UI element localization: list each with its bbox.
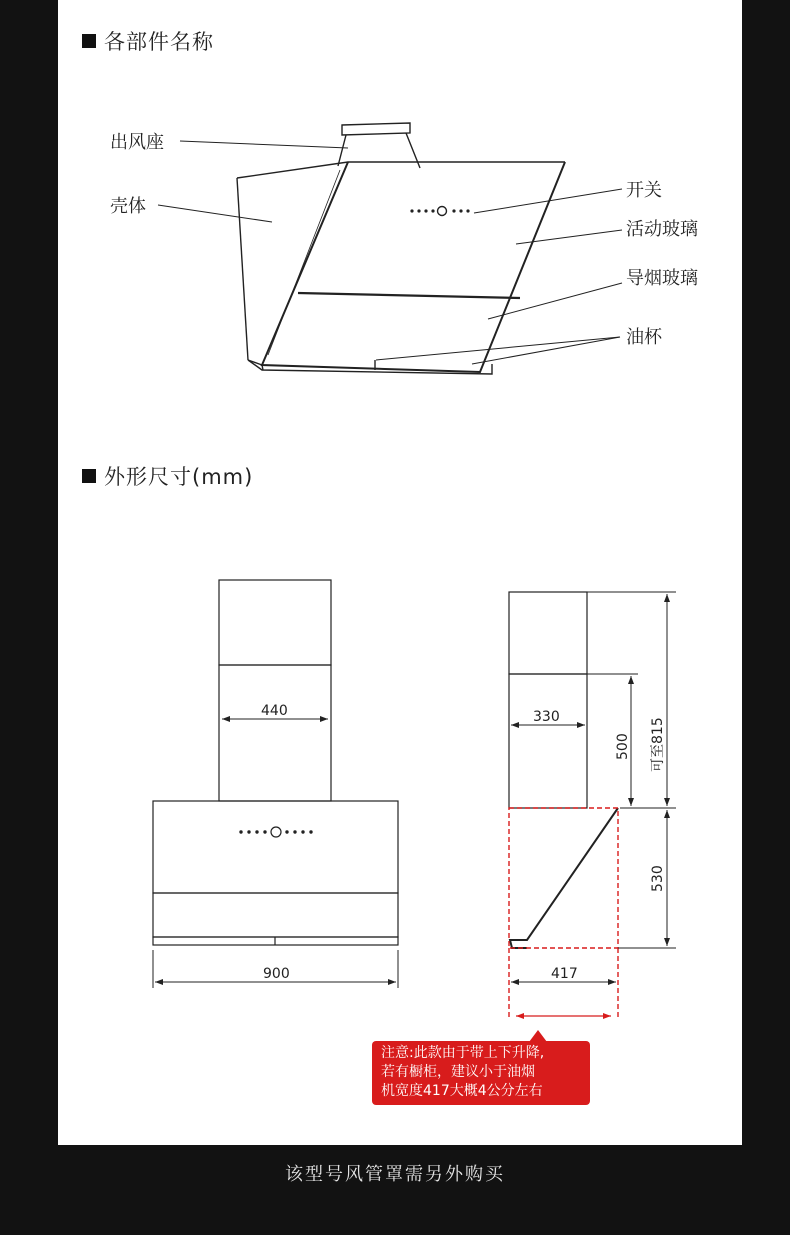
dim-duct-width: 440	[261, 703, 288, 719]
dim-max-height: 可至815	[650, 717, 666, 772]
range-hood-illustration	[237, 123, 565, 374]
note-line: 若有橱柜，建议小于油烟	[381, 1064, 535, 1080]
front-switch-dots	[239, 830, 312, 833]
dim-total-width: 900	[263, 966, 290, 982]
note-line: 注意:此款由于带上下升降,	[381, 1045, 545, 1061]
label-movable-glass: 活动玻璃	[626, 219, 698, 240]
side-view-drawing	[509, 592, 618, 948]
label-switch: 开关	[626, 180, 662, 201]
dim-side-duct-depth: 330	[533, 709, 560, 725]
dim-body-depth: 417	[551, 966, 578, 982]
dims-section-title: 外形尺寸(mm)	[104, 465, 254, 489]
depth-arrow	[516, 1013, 611, 1019]
note-line: 机宽度417大概4公分左右	[381, 1083, 543, 1099]
label-oil-cup: 油杯	[626, 327, 662, 348]
dim-body-height: 530	[650, 865, 666, 892]
leader-lines	[158, 141, 622, 364]
depth-highlight-box	[509, 808, 618, 1020]
label-outlet: 出风座	[110, 132, 164, 153]
dim-duct-height: 500	[615, 733, 631, 760]
cabinet-note-callout	[372, 1041, 590, 1105]
label-guide-glass: 导烟玻璃	[626, 268, 698, 289]
dim-line-530	[618, 810, 676, 948]
footer-text: 该型号风管罩需另外购买	[285, 1164, 505, 1185]
front-view-drawing	[153, 580, 398, 945]
label-housing: 壳体	[110, 196, 146, 217]
parts-section-title: 各部件名称	[104, 30, 214, 54]
